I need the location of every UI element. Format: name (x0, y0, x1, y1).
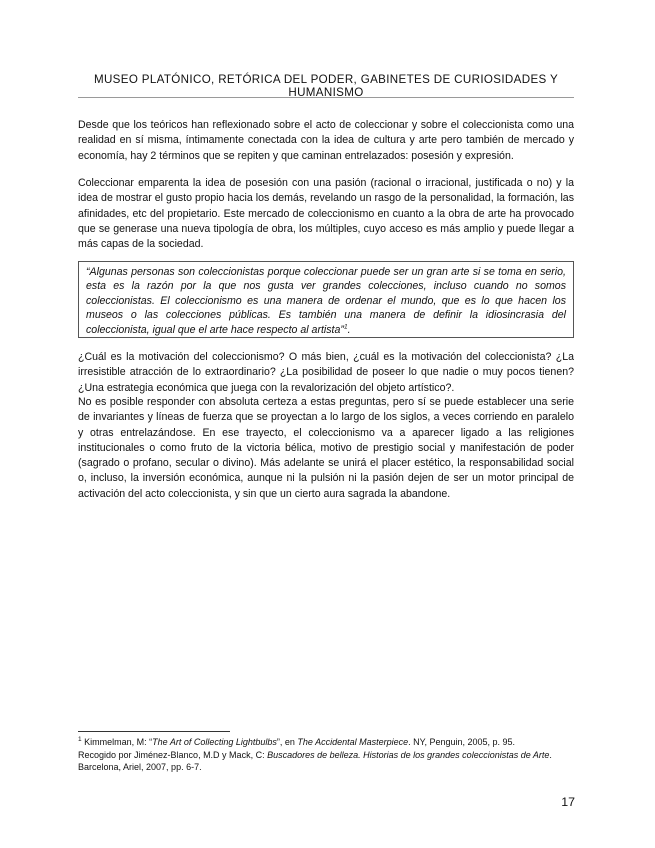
header-divider (78, 97, 574, 98)
quote-box (78, 261, 574, 338)
footnote-text: . NY, Penguin, 2005, p. 95. (408, 737, 516, 747)
footnote-ref[interactable]: 1 (343, 323, 348, 331)
footnote-text: Kimmelman, M: “ (81, 737, 153, 747)
paragraph-possession: Coleccionar emparenta la idea de posesión con una pasión (racional o irracional, justificada o no) y la idea de mostrar el gusto propio hacia los demás, revelando un rasgo de la personalidad, la formación, las afinidades, etc del propietario. Este mercado de coleccionismo en cuanto a la obra de arte ha provocado que se generase una nueva tipología de obra, los múltiples, cuyo acceso es más amplio y puede llegar a más capas de la sociedad. (78, 177, 574, 251)
footnote-title: The Accidental Masterpiece (297, 737, 409, 747)
footnote-title: Buscadores de belleza. Historias de los grandes coleccionistas de Arte (267, 749, 550, 760)
quote-end-punct: . (347, 323, 351, 336)
footnote-divider (78, 731, 230, 732)
paragraph-answer: No es posible responder con absoluta certeza a estas preguntas, pero sí se puede establecer una serie de invariantes y líneas de fuerza que se proyectan a lo largo de los siglos, a veces corriendo en paralelo y otras entrelazándose. En ese trayecto, el coleccionismo va a aparecer ligado a las religiones institucionales o como fruto de la victoria bélica, motivo de prestigio social y manifestación de poder (sagrado o profano, secular o divino). Más adelante se unirá el placer estético, la responsabilidad social o, incluso, la inversión económica, aunque ni la pulsión ni la pasión dejen de ser un motor principal de activación del acto coleccionista, y sin que un cierto aura sagrada la abandone. (78, 396, 574, 500)
paragraph-questions: ¿Cuál es la motivación del coleccionismo? O más bien, ¿cuál es la motivación del coleccionista? ¿La irresistible atracción de lo extraordinario? ¿La posibilidad de poseer lo que nadie o muy pocos tienen? ¿Una estrategia económica que juega con la revalorización del objeto artístico?. (78, 351, 574, 394)
paragraph-intro: Desde que los teóricos han reflexionado sobre el acto de coleccionar y sobre el coleccionista como una realidad en sí misma, íntimamente conectada con la idea de cultura y arte pero también de mercado y economía, hay 2 términos que se repiten y que caminan entrelazados: posesión y expresión. (78, 119, 574, 162)
quote-body: “Algunas personas son coleccionistas porque coleccionar puede ser un gran arte si se toma en serio, esta es la razón por la que nos gusta ver grandes colecciones, incluso cuando no somos coleccionistas. El coleccionismo es una manera de ordenar el mundo, que es lo que hacen los museos o las colecciones públicas. Es también una manera de definir la idiosincrasia del coleccionista, igual que el arte hace respecto al artista” (86, 266, 566, 336)
footnote-text: . Barcelona, Ariel, 2007, pp. 6-7. (78, 749, 552, 773)
quote-text (86, 265, 566, 337)
footnote-text: ”, en (276, 737, 298, 747)
footnote-title: The Art of Collecting Lightbulbs (152, 737, 277, 747)
running-header: MUSEO PLATÓNICO, RETÓRICA DEL PODER, GABINETES DE CURIOSIDADES Y HUMANISMO (93, 73, 559, 99)
page-number: 17 (561, 795, 575, 809)
footnote-number: 1 (78, 736, 82, 743)
footnote-text: Recogido por Jiménez-Blanco, M.D y Mack, C: (78, 749, 268, 760)
footnote (78, 736, 574, 774)
